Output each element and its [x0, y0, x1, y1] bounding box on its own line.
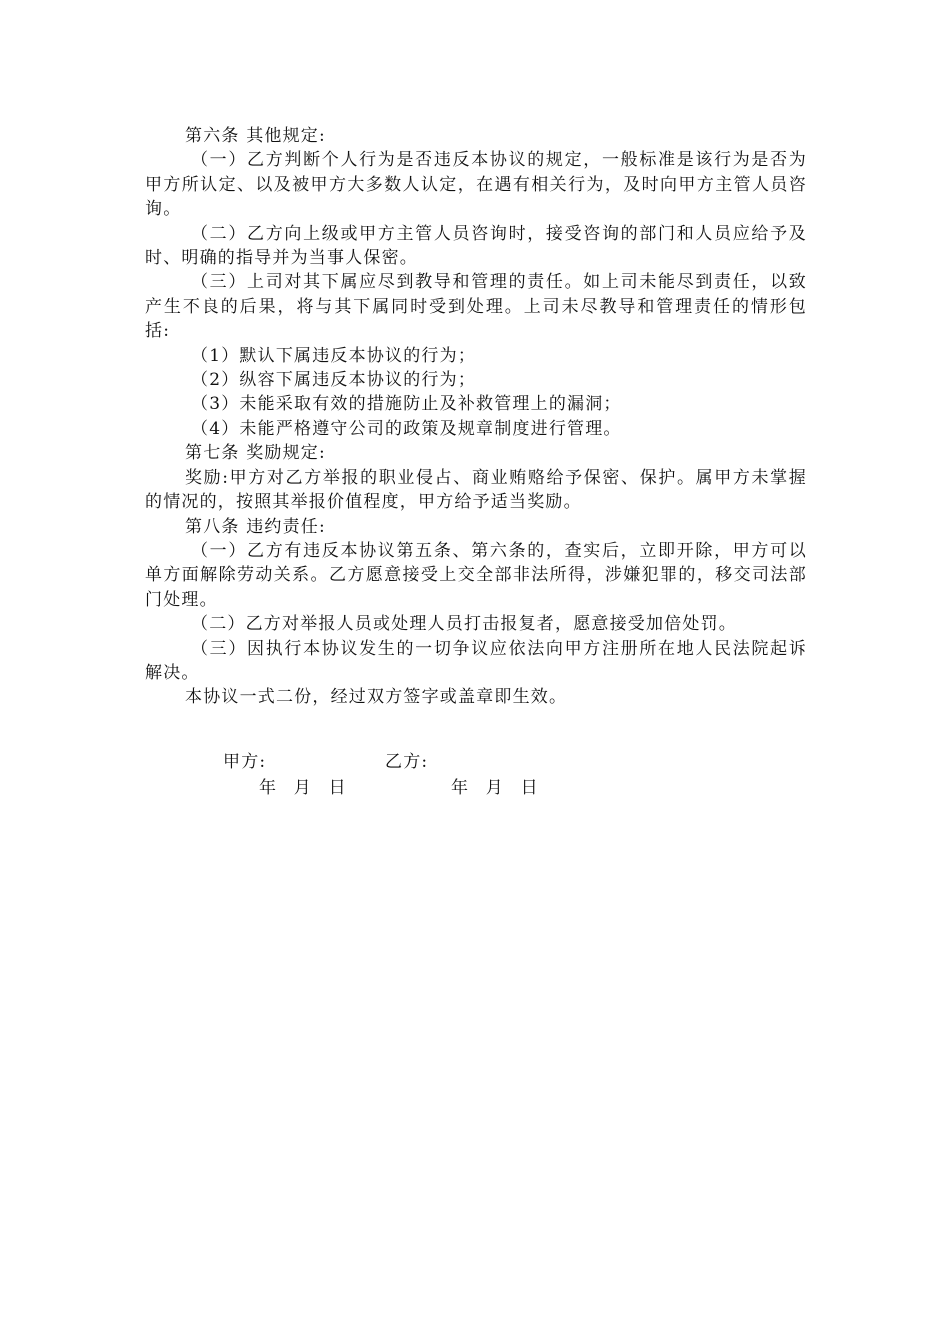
party-b-date: 年 月 日 [451, 778, 539, 798]
article-6-clause-1: （一）乙方判断个人行为是否违反本协议的规定，一般标准是该行为是否为甲方所认定、以及被甲方大多数人认定，在遇有相关行为，及时向甲方主管人员咨询。 [145, 150, 807, 220]
article-6-clause-3: （三）上司对其下属应尽到教导和管理的责任。如上司未能尽到责任，以致产生不良的后果，将与其下属同时受到处理。上司未尽教导和管理责任的情形包括: [145, 272, 807, 342]
article-8-clause-3: （三）因执行本协议发生的一切争议应依法向甲方注册所在地人民法院起诉解决。 [145, 638, 807, 683]
article-6-item-3: （3）未能采取有效的措施防止及补救管理上的漏洞； [191, 394, 622, 415]
effectiveness-statement: 本协议一式二份，经过双方签字或盖章即生效。 [185, 687, 568, 708]
signature-block [145, 747, 807, 807]
article-7-heading: 第七条 奖励规定: [185, 443, 326, 464]
article-6-item-1: （1）默认下属违反本协议的行为； [191, 345, 477, 366]
agreement-body [145, 124, 807, 710]
article-6-item-4: （4）未能严格遵守公司的政策及规章制度进行管理。 [191, 418, 622, 439]
article-8-clause-2: （二）乙方对举报人员或处理人员打击报复者，愿意接受加倍处罚。 [191, 614, 737, 635]
party-b-label: 乙方: [385, 752, 429, 772]
article-7-reward: 奖励:甲方对乙方举报的职业侵占、商业贿赂给予保密、保护。属甲方未掌握的情况的，按照其举报价值程度，甲方给予适当奖励。 [145, 467, 807, 513]
party-a-label: 甲方: [223, 752, 267, 772]
article-6-item-2: （2）纵容下属违反本协议的行为； [191, 370, 477, 391]
party-a-date: 年 月 日 [259, 778, 347, 798]
article-6-heading: 第六条 其他规定: [185, 126, 326, 146]
article-6-clause-2: （二）乙方向上级或甲方主管人员咨询时，接受咨询的部门和人员应给予及时、明确的指导并为当事人保密。 [145, 223, 807, 269]
article-8-clause-1: （一）乙方有违反本协议第五条、第六条的，查实后，立即开除，甲方可以单方面解除劳动关系。乙方愿意接受上交全部非法所得，涉嫌犯罪的，移交司法部门处理。 [145, 540, 807, 610]
article-8-heading: 第八条 违约责任: [185, 516, 326, 537]
